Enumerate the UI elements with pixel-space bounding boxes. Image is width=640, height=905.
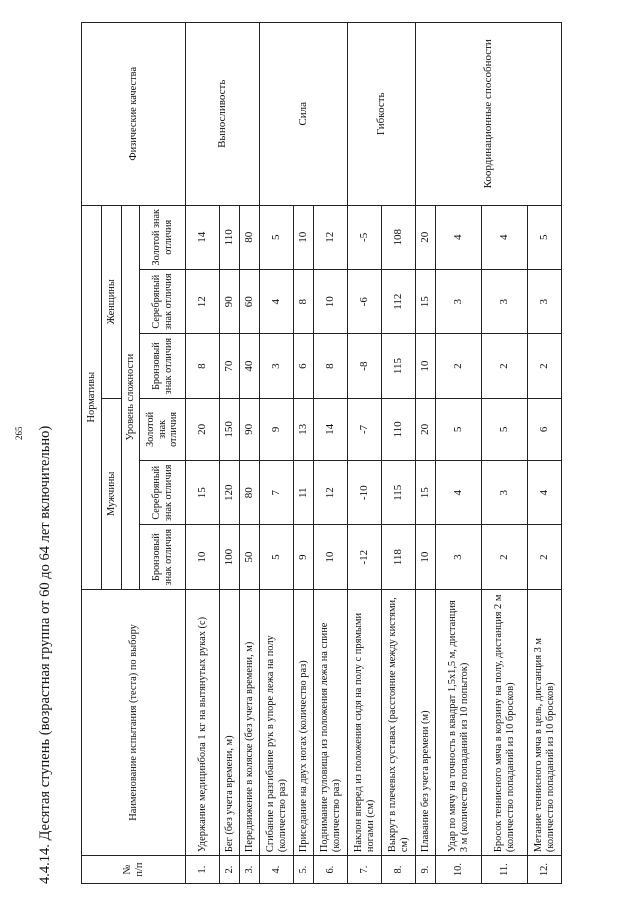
value-cell: 2: [482, 334, 528, 398]
row-number: 10.: [436, 856, 482, 884]
table-row: [186, 23, 220, 884]
value-cell: 108: [382, 205, 416, 269]
row-number: 12.: [528, 856, 562, 884]
table-row: [416, 23, 436, 884]
quality-coordination: Координационные способности: [416, 23, 562, 206]
value-cell: 10: [186, 525, 220, 589]
row-number: 11.: [482, 856, 528, 884]
test-name: Бег (без учета времени, м): [220, 589, 240, 855]
value-cell: 90: [240, 398, 260, 460]
value-cell: -8: [348, 334, 382, 398]
value-cell: -5: [348, 205, 382, 269]
value-cell: 14: [186, 205, 220, 269]
test-name: Выкрут в плечевых суставах (расстояние между кистями, см): [382, 589, 416, 855]
value-cell: 3: [482, 461, 528, 525]
value-cell: 20: [416, 205, 436, 269]
value-cell: 112: [382, 269, 416, 333]
section-title: 4.4.14. Десятая ступень (возрастная группа от 60 до 64 лет включительно): [37, 425, 53, 884]
value-cell: 4: [436, 461, 482, 525]
value-cell: 50: [240, 525, 260, 589]
value-cell: 3: [260, 334, 294, 398]
row-number: 1.: [186, 856, 220, 884]
quality-strength: Сила: [260, 23, 348, 206]
quality-endurance: Выносливость: [186, 23, 260, 206]
value-cell: 120: [220, 461, 240, 525]
value-cell: 60: [240, 269, 260, 333]
test-name: Сгибание и разгибание рук в упоре лежа на полу (количество раз): [260, 589, 294, 855]
value-cell: 70: [220, 334, 240, 398]
test-name: Метание теннисного мяча в цель, дистанция 3 м (количество попаданий из 10 бросков): [528, 589, 562, 855]
value-cell: 9: [260, 398, 294, 460]
test-name: Передвижение в коляске (без учета времени, м): [240, 589, 260, 855]
value-cell: 8: [294, 269, 314, 333]
value-cell: 12: [314, 461, 348, 525]
value-cell: 3: [482, 269, 528, 333]
value-cell: 15: [186, 461, 220, 525]
value-cell: 4: [528, 461, 562, 525]
value-cell: 4: [260, 269, 294, 333]
value-cell: 7: [260, 461, 294, 525]
value-cell: 10: [294, 205, 314, 269]
rotated-page: [37, 22, 603, 884]
value-cell: 20: [186, 398, 220, 460]
value-cell: 110: [220, 205, 240, 269]
value-cell: 115: [382, 334, 416, 398]
header-normatives: Нормативы: [82, 205, 102, 589]
page-number: 265: [14, 426, 24, 440]
table-row: [260, 23, 294, 884]
header-women: Женщины: [102, 205, 122, 398]
value-cell: 2: [482, 525, 528, 589]
header-men-bronze: Бронзовый знак отличия: [140, 525, 186, 589]
value-cell: 4: [482, 205, 528, 269]
norms-table: [81, 22, 562, 884]
test-name: Наклон вперед из положения сидя на полу с прямыми ногами (см): [348, 589, 382, 855]
header-difficulty: Уровень сложности: [122, 205, 140, 589]
row-number: 5.: [294, 856, 314, 884]
value-cell: 5: [260, 205, 294, 269]
row-number: 9.: [416, 856, 436, 884]
header-men-gold: Золотой знак отличия: [140, 398, 186, 460]
row-number: 4.: [260, 856, 294, 884]
value-cell: 8: [314, 334, 348, 398]
value-cell: 6: [294, 334, 314, 398]
value-cell: 90: [220, 269, 240, 333]
row-number: 2.: [220, 856, 240, 884]
value-cell: 3: [528, 269, 562, 333]
value-cell: 2: [528, 525, 562, 589]
row-number: 7.: [348, 856, 382, 884]
value-cell: 10: [314, 269, 348, 333]
value-cell: -10: [348, 461, 382, 525]
value-cell: 3: [436, 525, 482, 589]
quality-flexibility: Гибкость: [348, 23, 416, 206]
test-name: Плавание без учета времени (м): [416, 589, 436, 855]
value-cell: 12: [186, 269, 220, 333]
row-number: 8.: [382, 856, 416, 884]
value-cell: 40: [240, 334, 260, 398]
row-number: 6.: [314, 856, 348, 884]
value-cell: 15: [416, 461, 436, 525]
value-cell: 9: [294, 525, 314, 589]
test-name: Приседание на двух ногах (количество раз): [294, 589, 314, 855]
value-cell: 10: [416, 334, 436, 398]
value-cell: 6: [528, 398, 562, 460]
value-cell: 15: [416, 269, 436, 333]
value-cell: 14: [314, 398, 348, 460]
value-cell: 5: [482, 398, 528, 460]
value-cell: 12: [314, 205, 348, 269]
value-cell: 5: [260, 525, 294, 589]
value-cell: 2: [528, 334, 562, 398]
value-cell: 150: [220, 398, 240, 460]
value-cell: 3: [436, 269, 482, 333]
value-cell: 110: [382, 398, 416, 460]
header-qualities: Физические качества: [82, 23, 186, 206]
header-men: Мужчины: [102, 398, 122, 589]
value-cell: 8: [186, 334, 220, 398]
value-cell: 100: [220, 525, 240, 589]
value-cell: 115: [382, 461, 416, 525]
value-cell: 11: [294, 461, 314, 525]
test-name: Удержание медицинбола 1 кг на вытянутых руках (с): [186, 589, 220, 855]
value-cell: 5: [528, 205, 562, 269]
header-men-silver: Серебряный знак отличия: [140, 461, 186, 525]
value-cell: 2: [436, 334, 482, 398]
header-women-bronze: Бронзовый знак отличия: [140, 334, 186, 398]
row-number: 3.: [240, 856, 260, 884]
header-num: № п/п: [82, 856, 186, 884]
value-cell: 80: [240, 205, 260, 269]
header-name: Наименование испытания (теста) по выбору: [82, 589, 186, 855]
test-name: Бросок теннисного мяча в корзину на полу, дистанция 2 м (количество попаданий из 10 бросков): [482, 589, 528, 855]
header-women-silver: Серебряный знак отличия: [140, 269, 186, 333]
table-row: [348, 23, 382, 884]
header-women-gold: Золотой знак отличия: [140, 205, 186, 269]
value-cell: -6: [348, 269, 382, 333]
value-cell: 10: [314, 525, 348, 589]
value-cell: -7: [348, 398, 382, 460]
value-cell: -12: [348, 525, 382, 589]
value-cell: 118: [382, 525, 416, 589]
value-cell: 5: [436, 398, 482, 460]
test-name: Поднимание туловища из положения лежа на спине (количество раз): [314, 589, 348, 855]
value-cell: 20: [416, 398, 436, 460]
value-cell: 4: [436, 205, 482, 269]
test-name: Удар по мячу на точность в квадрат 1,5х1,5 м, дистанция 3 м (количество попаданий из 10 попыток): [436, 589, 482, 855]
value-cell: 80: [240, 461, 260, 525]
value-cell: 13: [294, 398, 314, 460]
value-cell: 10: [416, 525, 436, 589]
